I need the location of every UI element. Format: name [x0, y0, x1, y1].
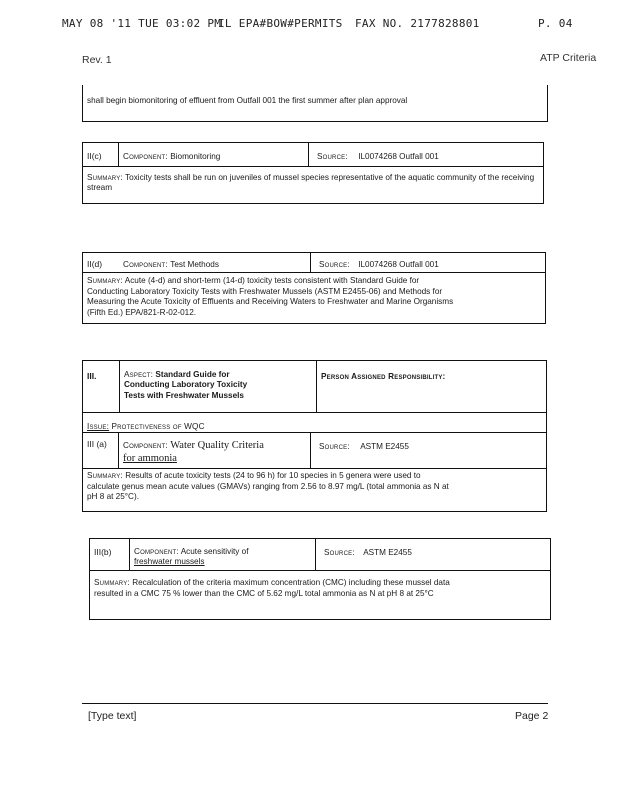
- continuation-text: shall begin biomonitoring of effluent from Outfall 001 the first summer after plan approval: [87, 96, 408, 105]
- section-iii-component: [119, 433, 311, 468]
- section-iic-component: [119, 143, 309, 166]
- fax-page-number: P. 04: [538, 17, 573, 30]
- revision-label: Rev. 1: [82, 54, 112, 66]
- summary-text: Recalculation of the criteria maximum concentration (CMC) including these mussel data: [132, 578, 450, 587]
- summary-label: Summary:: [87, 471, 123, 480]
- footer-page-number: Page 2: [515, 710, 549, 722]
- section-iid-summary: [83, 273, 545, 321]
- section-iic-summary: [83, 167, 543, 200]
- document-title: ATP Criteria: [540, 52, 597, 64]
- source-label: Source:: [319, 260, 350, 269]
- section-iii-source: [311, 433, 546, 468]
- section-iic-source: [309, 143, 543, 166]
- source-label: Source:: [324, 548, 355, 557]
- summary-label: Summary:: [87, 276, 123, 285]
- section-iii-component-row: [83, 433, 546, 469]
- source-label: Source:: [319, 442, 350, 451]
- summary-line: [87, 471, 542, 482]
- summary-line: resulted in a CMC 75 % lower than the CMC of 5.62 mg/L total ammonia as N at pH 8 at 25°C: [94, 588, 434, 598]
- summary-line: Conducting Laboratory Toxicity Tests with Freshwater Mussels (ASTM E2455-06) and Methods for: [87, 286, 443, 296]
- section-iid-header-row: [83, 253, 545, 273]
- section-iic-id-text: II(c): [87, 151, 102, 161]
- person-assigned-label: Person Assigned Responsibility:: [321, 372, 446, 381]
- summary-text: Results of acute toxicity tests (24 to 96 h) for 10 species in 5 genera were used to: [125, 471, 421, 480]
- component-value: Acute sensitivity of: [180, 547, 249, 556]
- section-iiib-component: [130, 539, 316, 570]
- section-iid-component: [119, 253, 311, 272]
- source-value: ASTM E2455: [360, 442, 409, 451]
- issue-value: Protectiveness of WQC: [111, 422, 205, 431]
- footer-divider: [82, 703, 548, 704]
- section-iii-issue: [83, 413, 546, 432]
- section-iii-aspect: [119, 361, 317, 412]
- section-iii-person: [317, 361, 546, 412]
- section-iiib-source: [316, 539, 550, 570]
- issue-label: Issue:: [87, 422, 110, 431]
- section-iii-sub-id: [83, 433, 119, 468]
- component-label: Component:: [123, 260, 168, 269]
- section-iii-id: [83, 361, 119, 412]
- component-label: Component:: [123, 441, 168, 450]
- aspect-text: Standard Guide for: [155, 370, 230, 379]
- aspect-line: Conducting Laboratory Toxicity: [124, 380, 248, 390]
- section-iid-id-text: II(d): [87, 259, 103, 269]
- summary-line: Measuring the Acute Toxicity of Effluents and Receiving Waters to Freshwater and Marine Organisms: [87, 297, 454, 306]
- source-label: Source:: [317, 152, 348, 161]
- section-iiib-summary: [90, 571, 550, 606]
- fax-number: FAX NO. 2177828801: [355, 17, 480, 30]
- source-value: ASTM E2455: [363, 548, 412, 557]
- aspect-line: Tests with Freshwater Mussels: [124, 390, 244, 400]
- summary-text: Toxicity tests shall be run on juveniles of mussel species representative of the aquatic community of the receiving stream: [87, 173, 535, 193]
- summary-line: [87, 276, 541, 287]
- source-value: IL0074268 Outfall 001: [358, 260, 439, 269]
- summary-text: Acute (4-d) and short-term (14-d) toxicity tests consistent with Standard Guide for: [124, 276, 420, 285]
- section-iii: [82, 360, 547, 512]
- source-value: IL0074268 Outfall 001: [358, 152, 439, 161]
- summary-line: [94, 578, 546, 589]
- section-iic-id: [83, 143, 119, 166]
- component-value: Water Quality Criteria: [170, 440, 264, 451]
- section-iii-sub-id-text: III (a): [87, 439, 107, 449]
- component-value-line: for ammonia: [123, 453, 177, 465]
- section-iii-id-text: III.: [87, 371, 97, 381]
- section-iiib-id: [90, 539, 130, 570]
- component-value-line: freshwater mussels: [134, 557, 205, 567]
- summary-line: pH 8 at 25°C).: [87, 492, 139, 501]
- section-iiib-header-row: [90, 539, 550, 571]
- section-iid-source: [311, 253, 545, 272]
- continuation-box: [82, 85, 548, 122]
- summary-label: Summary:: [87, 173, 123, 182]
- section-iic-header-row: [83, 143, 543, 167]
- section-iii-issue-row: [83, 413, 546, 433]
- component-label: Component:: [123, 152, 168, 161]
- section-iii-summary: [83, 469, 546, 505]
- aspect-line: [124, 370, 312, 380]
- section-iid: [82, 252, 546, 324]
- component-label: Component:: [134, 547, 179, 556]
- footer-placeholder-text: [Type text]: [88, 710, 137, 722]
- component-value: Test Methods: [170, 260, 219, 269]
- section-iiib-id-text: III(b): [94, 547, 112, 557]
- aspect-label: Aspect:: [124, 370, 154, 379]
- section-iii-aspect-row: [83, 361, 546, 413]
- section-iiib: [89, 538, 551, 620]
- component-value: Biomonitoring: [170, 152, 221, 161]
- section-iic: [82, 142, 544, 204]
- fax-date-time: MAY 08 '11 TUE 03:02 PM: [62, 17, 222, 30]
- summary-line: (Fifth Ed.) EPA/821-R-02-012.: [87, 307, 197, 317]
- summary-label: Summary:: [94, 578, 130, 587]
- fax-sender: IL EPA#BOW#PERMITS: [218, 17, 343, 30]
- summary-line: calculate genus mean acute values (GMAVs) ranging from 2.56 to 8.97 mg/L (total ammonia as N at: [87, 481, 449, 491]
- section-iid-id: [83, 253, 119, 272]
